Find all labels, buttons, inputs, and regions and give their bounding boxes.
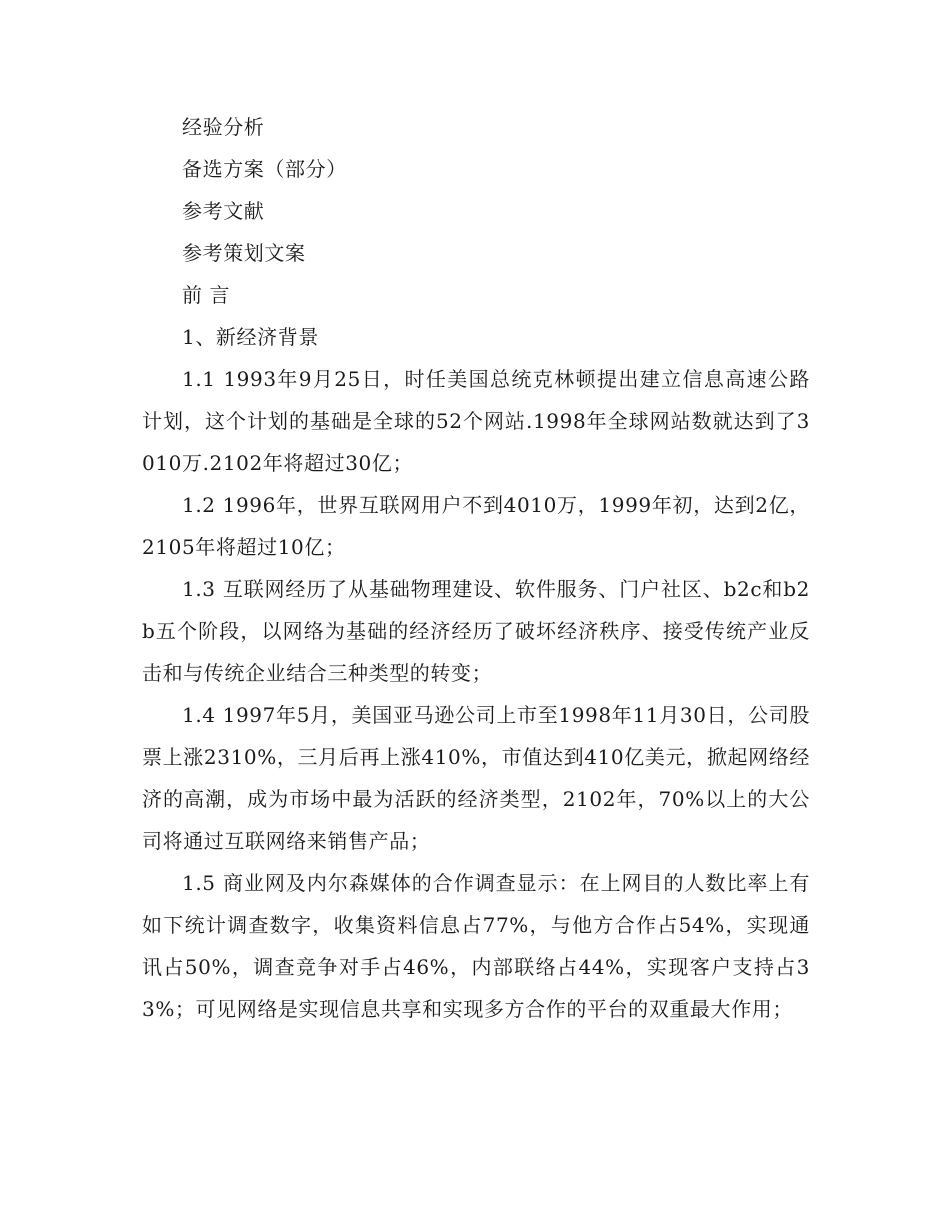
section-heading-new-economy: 1、新经济背景: [182, 325, 319, 349]
paragraph-1-4: 1.4 1997年5月，美国亚马逊公司上市至1998年11月30日，公司股票上涨2310%，三月后再上涨410%，市值达到410亿美元，掀起网络经济的高潮，成为市场中最为活跃的经济类型，2102年，70%以上的大公司将通过互联网络来销售产品；: [142, 703, 810, 853]
toc-item-references: 参考文献: [182, 199, 265, 223]
paragraph-1-1: 1.1 1993年9月25日，时任美国总统克林顿提出建立信息高速公路计划，这个计划的基础是全球的52个网站.1998年全球网站数就达到了3010万.2102年将超过30亿；: [142, 367, 810, 475]
toc-item-experience-analysis: 经验分析: [182, 115, 265, 139]
toc-item-alternatives: 备选方案（部分）: [182, 157, 347, 181]
paragraph-1-3: 1.3 互联网经历了从基础物理建设、软件服务、门户社区、b2c和b2b五个阶段，以网络为基础的经济经历了破坏经济秩序、接受传统产业反击和与传统企业结合三种类型的转变；: [142, 577, 810, 685]
preface-heading: 前 言: [182, 283, 231, 307]
paragraph-1-5: 1.5 商业网及内尔森媒体的合作调查显示：在上网目的人数比率上有如下统计调查数字，收集资料信息占77%，与他方合作占54%，实现通讯占50%，调查竞争对手占46%，内部联络占44%，实现客户支持占33%；可见网络是实现信息共享和实现多方合作的平台的双重最大作用；: [142, 871, 810, 1021]
document-body: [142, 106, 810, 1030]
paragraph-1-2: 1.2 1996年，世界互联网用户不到4010万，1999年初，达到2亿，2105年将超过10亿；: [142, 493, 810, 559]
toc-item-reference-plans: 参考策划文案: [182, 241, 306, 265]
